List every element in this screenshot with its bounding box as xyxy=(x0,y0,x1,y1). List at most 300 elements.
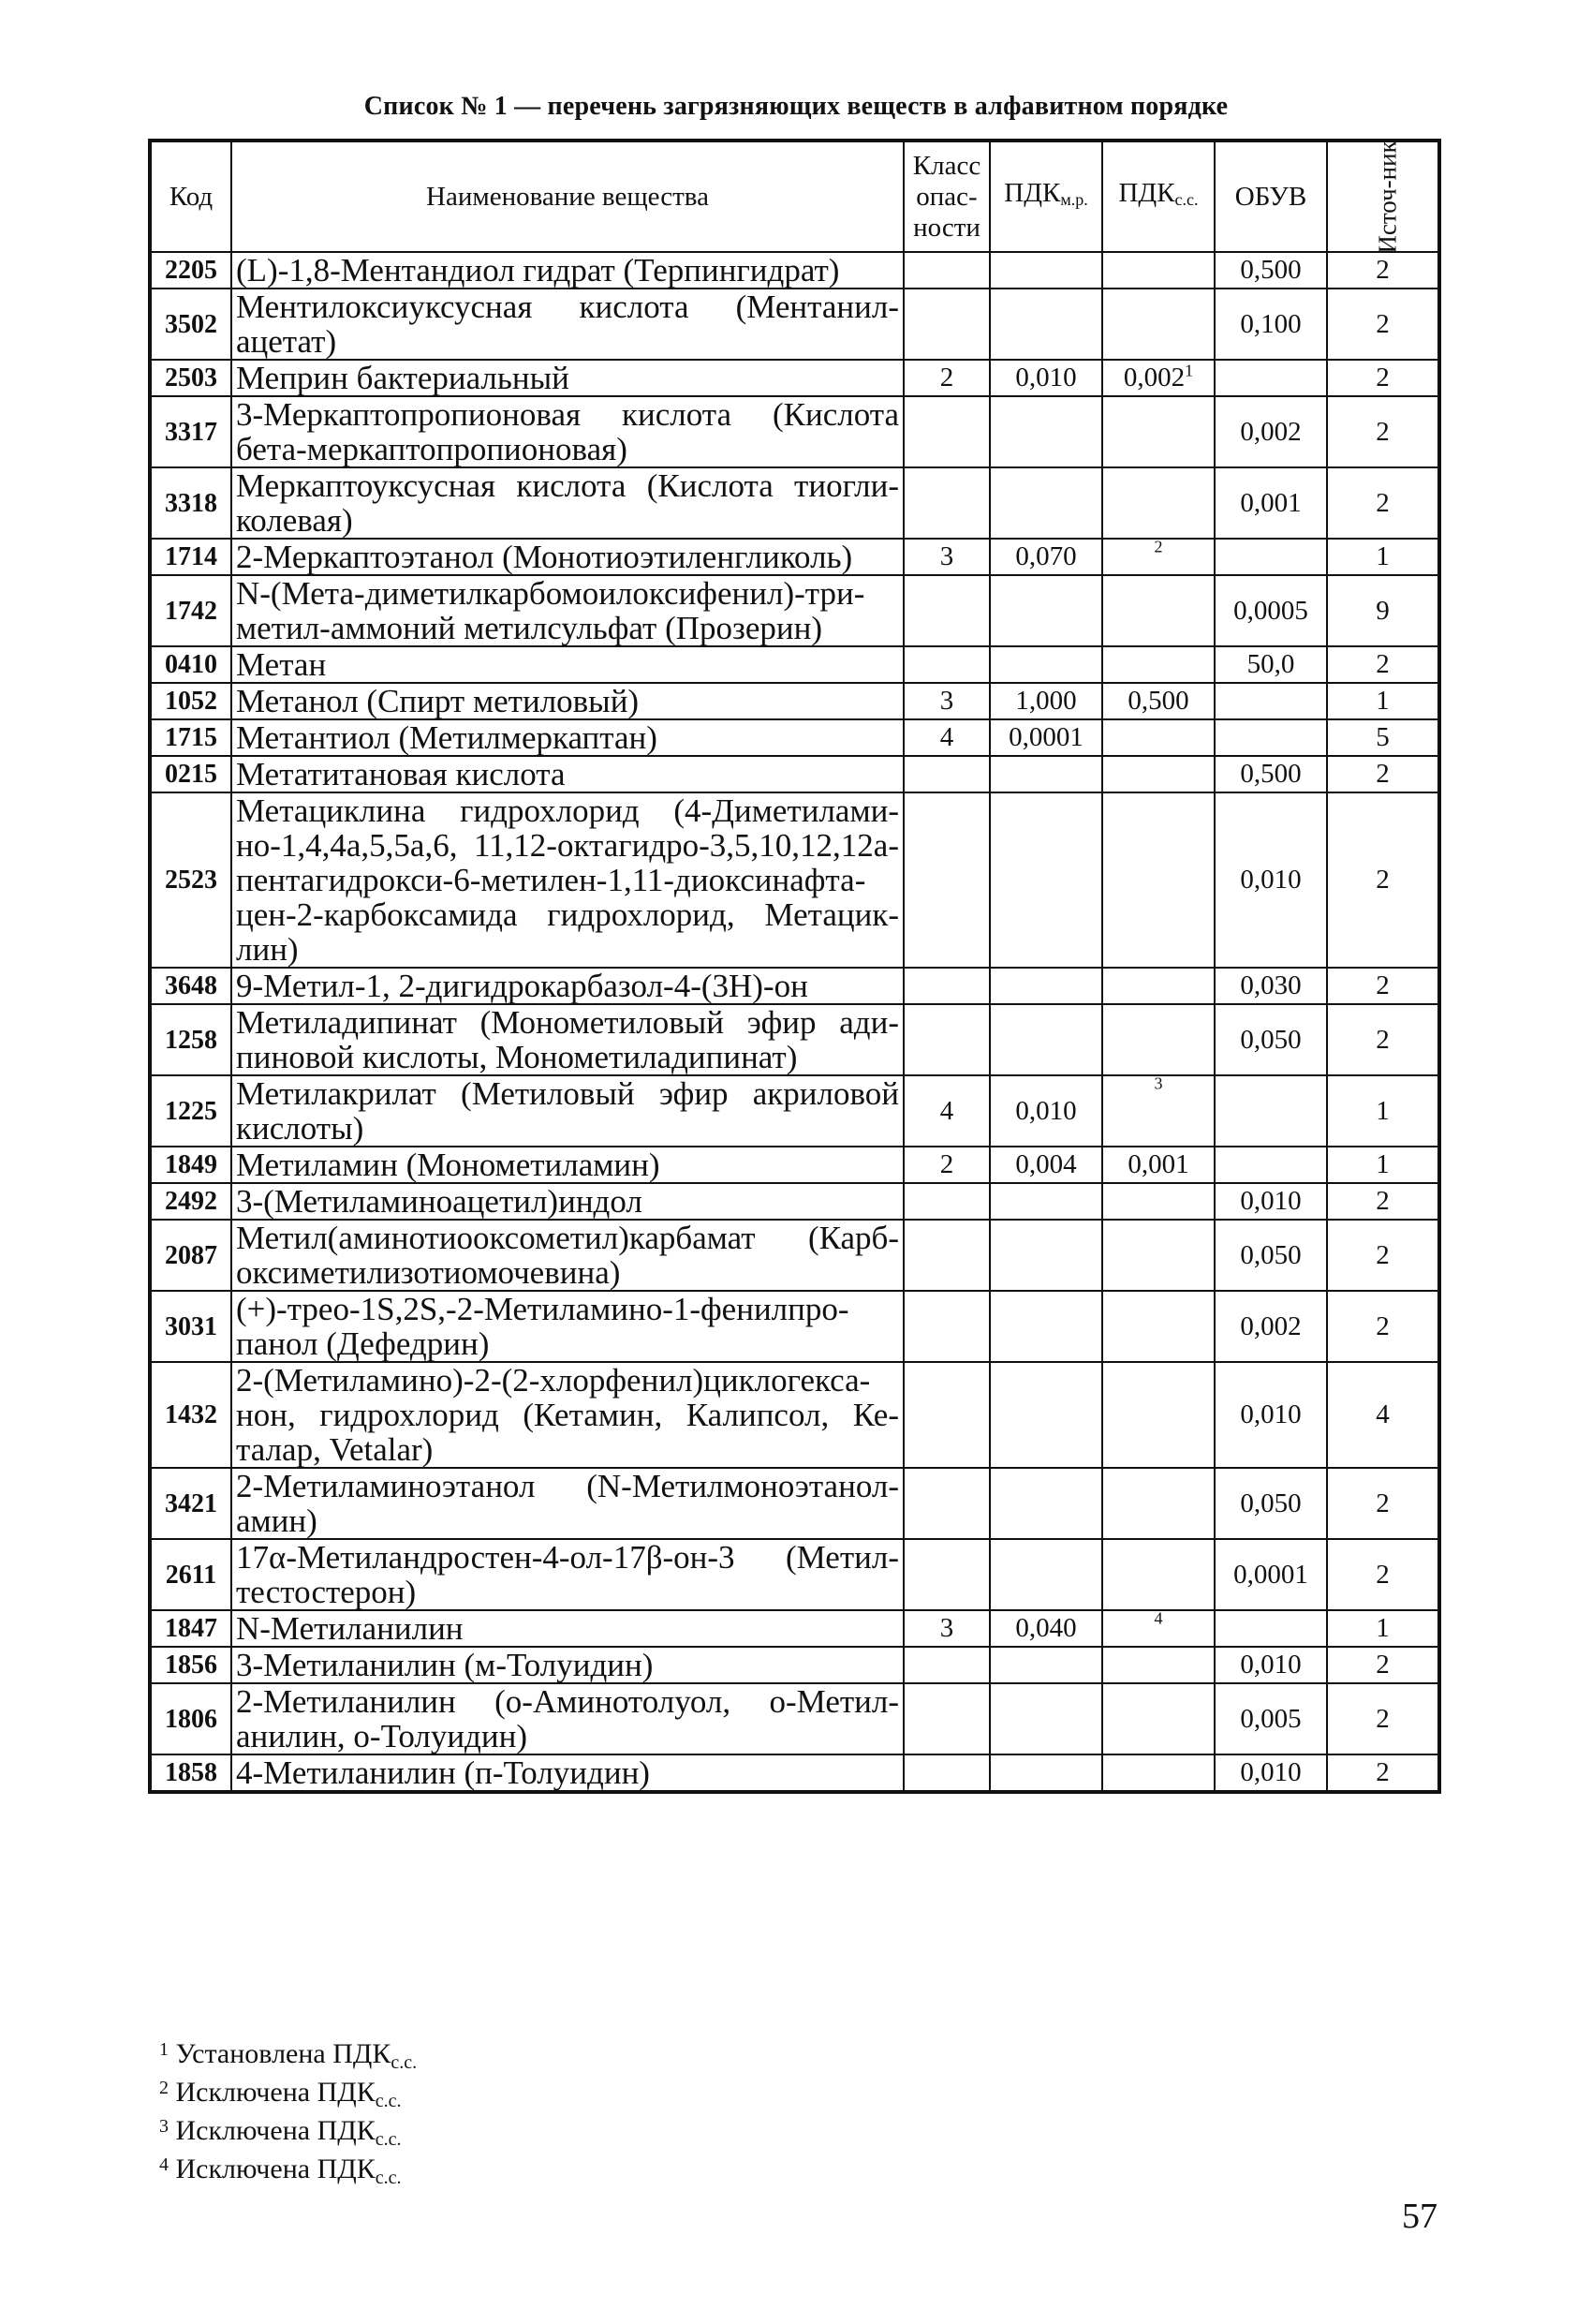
cell-class xyxy=(904,1362,990,1468)
table-row xyxy=(150,719,1439,756)
cell-pdk-ss xyxy=(1102,646,1215,683)
cell-name xyxy=(231,646,904,683)
cell-code-text: 1258 xyxy=(165,1025,217,1055)
cell-pdk-ss xyxy=(1102,539,1215,575)
cell-obuv xyxy=(1215,719,1327,756)
cell-obuv xyxy=(1215,1539,1327,1610)
cell-source xyxy=(1327,360,1439,396)
cell-name-text: Метатитановая кислота xyxy=(236,756,566,792)
page-number: 57 xyxy=(1402,2197,1437,2236)
footnote xyxy=(159,2116,417,2154)
cell-pdk-mr-text: 0,070 xyxy=(1015,541,1077,571)
cell-source xyxy=(1327,1647,1439,1683)
cell-name xyxy=(231,1004,904,1075)
cell-name-text: (+)-трео-1S,2S,-2-Метиламино-1-фенилпро-панол (Дефедрин) xyxy=(236,1291,849,1362)
cell-class-text: 4 xyxy=(939,722,954,752)
cell-code xyxy=(150,683,231,719)
cell-pdk-ss xyxy=(1102,396,1215,467)
cell-class xyxy=(904,792,990,968)
cell-code xyxy=(150,756,231,792)
cell-source-text: 2 xyxy=(1376,865,1390,895)
cell-code xyxy=(150,575,231,646)
cell-pdk-mr xyxy=(990,1647,1102,1683)
cell-pdk-mr xyxy=(990,719,1102,756)
cell-class xyxy=(904,575,990,646)
cell-name xyxy=(231,1539,904,1610)
cell-pdk-mr-text: 0,0001 xyxy=(1009,722,1083,752)
cell-name-text: 3-Метиланилин (м-Толуидин) xyxy=(236,1647,654,1683)
cell-code-text: 1806 xyxy=(165,1704,217,1734)
cell-obuv xyxy=(1215,1075,1327,1147)
cell-obuv-text: 0,010 xyxy=(1240,1399,1302,1429)
header-pdk-ss-sub: с.с. xyxy=(1174,190,1199,209)
cell-obuv-text: 0,010 xyxy=(1240,1186,1302,1216)
footnote-mark: 3 xyxy=(159,2116,169,2137)
cell-name xyxy=(231,719,904,756)
cell-source-text: 2 xyxy=(1376,1559,1390,1590)
cell-code-text: 2087 xyxy=(165,1240,217,1270)
cell-obuv xyxy=(1215,467,1327,539)
cell-pdk-mr xyxy=(990,1754,1102,1792)
table-header-row xyxy=(150,141,1439,252)
cell-pdk-mr xyxy=(990,792,1102,968)
cell-pdk-mr xyxy=(990,360,1102,396)
cell-code xyxy=(150,360,231,396)
table-row xyxy=(150,1610,1439,1647)
cell-name xyxy=(231,968,904,1004)
cell-code xyxy=(150,968,231,1004)
cell-name-text: 2-(Метиламино)-2-(2-хлорфенил)циклогекса-нон, гидрохлорид (Кетамин, Калипсол, Ке-талар, Vetalar) xyxy=(236,1362,899,1468)
cell-pdk-ss xyxy=(1102,1220,1215,1291)
table-row xyxy=(150,1004,1439,1075)
cell-source-text: 2 xyxy=(1376,1650,1390,1680)
cell-class xyxy=(904,1291,990,1362)
cell-pdk-ss xyxy=(1102,1004,1215,1075)
cell-code xyxy=(150,1004,231,1075)
table-body xyxy=(150,252,1439,1792)
cell-class xyxy=(904,467,990,539)
header-pdk-ss-label: ПДК xyxy=(1118,178,1175,208)
cell-name xyxy=(231,1147,904,1183)
cell-name-text: N-(Мета-диметилкарбомоилоксифенил)-три-метил-аммоний метилсульфат (Прозерин) xyxy=(236,575,865,646)
cell-class-text: 4 xyxy=(939,1095,954,1126)
cell-pdk-mr xyxy=(990,575,1102,646)
cell-code xyxy=(150,396,231,467)
cell-name xyxy=(231,1754,904,1792)
cell-pdk-mr xyxy=(990,1183,1102,1220)
cell-class xyxy=(904,289,990,360)
footnote-text: Исключена ПДК xyxy=(175,2154,376,2184)
cell-pdk-mr xyxy=(990,252,1102,289)
footnote-ref: 2 xyxy=(1154,537,1163,556)
footnote-sub: с.с. xyxy=(391,2052,418,2073)
cell-class xyxy=(904,756,990,792)
table-row xyxy=(150,792,1439,968)
cell-code-text: 3502 xyxy=(165,309,217,339)
cell-class xyxy=(904,646,990,683)
cell-source-text: 4 xyxy=(1376,1399,1390,1429)
cell-obuv-text: 0,002 xyxy=(1240,416,1302,447)
cell-source-text: 1 xyxy=(1376,1613,1390,1643)
footnote-text: Исключена ПДК xyxy=(175,2115,376,2146)
cell-code xyxy=(150,1362,231,1468)
cell-pdk-ss xyxy=(1102,1683,1215,1754)
cell-source-text: 2 xyxy=(1376,1310,1390,1341)
cell-pdk-ss xyxy=(1102,1362,1215,1468)
cell-code-text: 1849 xyxy=(165,1150,217,1179)
cell-source xyxy=(1327,467,1439,539)
table-row xyxy=(150,1220,1439,1291)
cell-source xyxy=(1327,968,1439,1004)
cell-source-text: 1 xyxy=(1376,686,1390,716)
cell-pdk-ss xyxy=(1102,1468,1215,1539)
cell-obuv xyxy=(1215,1468,1327,1539)
cell-pdk-mr xyxy=(990,756,1102,792)
cell-code-text: 2611 xyxy=(165,1560,217,1590)
cell-source-text: 2 xyxy=(1376,487,1390,518)
cell-class xyxy=(904,252,990,289)
table-row xyxy=(150,1647,1439,1683)
cell-source-text: 2 xyxy=(1376,1239,1390,1270)
cell-class xyxy=(904,1004,990,1075)
cell-class xyxy=(904,396,990,467)
cell-source-text: 2 xyxy=(1376,970,1390,1000)
cell-source xyxy=(1327,719,1439,756)
cell-source xyxy=(1327,289,1439,360)
cell-source-text: 2 xyxy=(1376,1703,1390,1734)
cell-obuv-text: 0,010 xyxy=(1240,1757,1302,1787)
footnote-mark: 1 xyxy=(159,2039,169,2060)
cell-obuv xyxy=(1215,1291,1327,1362)
cell-pdk-ss xyxy=(1102,1539,1215,1610)
cell-class xyxy=(904,1220,990,1291)
cell-code-text: 3031 xyxy=(165,1311,217,1341)
cell-obuv-text: 0,030 xyxy=(1240,970,1302,1000)
cell-class xyxy=(904,1610,990,1647)
table-row xyxy=(150,575,1439,646)
cell-name xyxy=(231,1220,904,1291)
cell-source xyxy=(1327,1754,1439,1792)
cell-source xyxy=(1327,683,1439,719)
cell-pdk-ss-text: 0,500 xyxy=(1128,686,1189,716)
cell-code xyxy=(150,792,231,968)
cell-code xyxy=(150,646,231,683)
cell-code xyxy=(150,1183,231,1220)
cell-class-text: 2 xyxy=(939,1149,954,1179)
cell-pdk-ss xyxy=(1102,1647,1215,1683)
cell-source xyxy=(1327,575,1439,646)
cell-name-text: 3-(Метиламиноацетил)индол xyxy=(236,1183,642,1220)
cell-source xyxy=(1327,252,1439,289)
cell-obuv-text: 0,500 xyxy=(1240,255,1302,285)
cell-source xyxy=(1327,1683,1439,1754)
cell-obuv xyxy=(1215,396,1327,467)
cell-code-text: 1225 xyxy=(165,1096,217,1126)
cell-source xyxy=(1327,1220,1439,1291)
cell-obuv xyxy=(1215,683,1327,719)
cell-source-text: 2 xyxy=(1376,1757,1390,1787)
cell-code xyxy=(150,1147,231,1183)
cell-source-text: 2 xyxy=(1376,1488,1390,1518)
cell-name-text: 2-Метиланилин (о-Аминотолуол, о-Метил-анилин, о-Толуидин) xyxy=(236,1683,899,1754)
cell-class-text: 2 xyxy=(939,363,954,392)
cell-source-text: 1 xyxy=(1376,541,1390,571)
cell-name xyxy=(231,1183,904,1220)
cell-pdk-ss xyxy=(1102,1075,1215,1147)
cell-source xyxy=(1327,539,1439,575)
header-obuv: ОБУВ xyxy=(1215,141,1327,252)
cell-name xyxy=(231,396,904,467)
cell-class xyxy=(904,1147,990,1183)
cell-name-text: Метил(аминотиооксометил)карбамат (Карб-оксиметилизотиомочевина) xyxy=(236,1220,899,1291)
cell-name xyxy=(231,756,904,792)
cell-pdk-ss xyxy=(1102,575,1215,646)
cell-class xyxy=(904,683,990,719)
cell-code xyxy=(150,1468,231,1539)
cell-name-text: 3-Меркаптопропионовая кислота (Кислота бета-меркаптопропионовая) xyxy=(236,396,899,467)
cell-class xyxy=(904,968,990,1004)
cell-name-text: (L)-1,8-Ментандиол гидрат (Терпингидрат) xyxy=(236,252,840,289)
table-row xyxy=(150,1147,1439,1183)
footnote xyxy=(159,2078,417,2116)
cell-obuv-text: 0,500 xyxy=(1240,759,1302,789)
cell-pdk-mr xyxy=(990,1468,1102,1539)
cell-name xyxy=(231,1683,904,1754)
cell-code xyxy=(150,1647,231,1683)
cell-source xyxy=(1327,1539,1439,1610)
cell-code-text: 2503 xyxy=(165,363,217,392)
cell-source-text: 5 xyxy=(1376,722,1390,752)
table-row xyxy=(150,1075,1439,1147)
cell-class xyxy=(904,1468,990,1539)
cell-class xyxy=(904,360,990,396)
cell-source xyxy=(1327,396,1439,467)
footnote-ref: 1 xyxy=(1185,361,1194,380)
cell-code xyxy=(150,1610,231,1647)
cell-code-text: 3648 xyxy=(165,971,217,1000)
cell-obuv-text: 50,0 xyxy=(1246,649,1295,679)
cell-pdk-mr xyxy=(990,1539,1102,1610)
cell-pdk-mr-text: 0,010 xyxy=(1015,363,1077,392)
cell-name-text: Метациклина гидрохлорид (4-Диметилами-но-1,4,4а,5,5а,6, 11,12-октагидро-3,5,10,12,12а-пентагидрокси-6-метилен-1,11-диоксинафта-цен-2-карбоксамида гидрохлорид, Метацик-лин) xyxy=(236,792,899,968)
footnote-mark: 4 xyxy=(159,2154,169,2175)
cell-source xyxy=(1327,1610,1439,1647)
cell-obuv-text: 0,050 xyxy=(1240,1024,1302,1055)
cell-pdk-mr xyxy=(990,1362,1102,1468)
cell-code-text: 1714 xyxy=(165,542,217,571)
cell-pdk-ss xyxy=(1102,756,1215,792)
cell-obuv xyxy=(1215,756,1327,792)
cell-name-text: Метантиол (Метилмеркаптан) xyxy=(236,719,657,756)
cell-obuv-text: 0,050 xyxy=(1240,1239,1302,1270)
cell-pdk-mr-text: 0,040 xyxy=(1015,1613,1077,1643)
cell-code xyxy=(150,1539,231,1610)
cell-source xyxy=(1327,1147,1439,1183)
cell-name-text: Метилакрилат (Метиловый эфир акриловой кислоты) xyxy=(236,1075,899,1147)
table-row xyxy=(150,1362,1439,1468)
cell-name-text: 2-Метиламиноэтанол (N-Метилмоноэтанол-амин) xyxy=(236,1468,899,1539)
cell-obuv xyxy=(1215,968,1327,1004)
table-row xyxy=(150,1468,1439,1539)
footnote-mark: 2 xyxy=(159,2078,169,2098)
cell-code-text: 0410 xyxy=(165,650,217,679)
cell-source-text: 2 xyxy=(1376,649,1390,679)
cell-pdk-ss-text: 0,001 xyxy=(1128,1149,1189,1179)
cell-code-text: 1858 xyxy=(165,1758,217,1787)
cell-name xyxy=(231,539,904,575)
table-row xyxy=(150,539,1439,575)
table-row xyxy=(150,968,1439,1004)
header-pdk-mr-label: ПДК xyxy=(1004,178,1061,208)
cell-name-text: Метиламин (Монометиламин) xyxy=(236,1147,660,1183)
cell-code-text: 3421 xyxy=(165,1488,217,1518)
cell-name xyxy=(231,792,904,968)
cell-source-text: 1 xyxy=(1376,1095,1390,1126)
cell-code xyxy=(150,1683,231,1754)
cell-obuv-text: 0,0005 xyxy=(1233,595,1308,626)
cell-class xyxy=(904,539,990,575)
cell-obuv xyxy=(1215,1147,1327,1183)
cell-pdk-mr xyxy=(990,396,1102,467)
footnote-sub: с.с. xyxy=(375,2168,402,2188)
cell-pdk-ss xyxy=(1102,792,1215,968)
table-row xyxy=(150,252,1439,289)
cell-source-text: 2 xyxy=(1376,416,1390,447)
cell-obuv xyxy=(1215,1754,1327,1792)
cell-class xyxy=(904,1075,990,1147)
cell-pdk-ss xyxy=(1102,252,1215,289)
cell-code-text: 3317 xyxy=(165,417,217,447)
table-row xyxy=(150,396,1439,467)
table-row xyxy=(150,1754,1439,1792)
cell-pdk-ss xyxy=(1102,467,1215,539)
cell-code-text: 2205 xyxy=(165,256,217,285)
cell-name-text: 17α-Метиландростен-4-ол-17β-он-3 (Метил-тестостерон) xyxy=(236,1539,899,1610)
cell-name xyxy=(231,1075,904,1147)
footnote-text: Установлена ПДК xyxy=(175,2038,391,2069)
cell-code-text: 1432 xyxy=(165,1400,217,1429)
cell-source xyxy=(1327,1183,1439,1220)
cell-obuv xyxy=(1215,539,1327,575)
cell-class xyxy=(904,1683,990,1754)
cell-name xyxy=(231,683,904,719)
cell-obuv-text: 0,010 xyxy=(1240,865,1302,895)
table-row xyxy=(150,683,1439,719)
cell-code xyxy=(150,252,231,289)
cell-source xyxy=(1327,1004,1439,1075)
cell-pdk-mr xyxy=(990,1683,1102,1754)
cell-pdk-mr xyxy=(990,467,1102,539)
cell-pdk-ss xyxy=(1102,1754,1215,1792)
table-row xyxy=(150,1539,1439,1610)
cell-source xyxy=(1327,1075,1439,1147)
cell-obuv-text: 0,002 xyxy=(1240,1310,1302,1341)
cell-code xyxy=(150,719,231,756)
cell-obuv xyxy=(1215,1004,1327,1075)
table-row xyxy=(150,289,1439,360)
cell-obuv-text: 0,005 xyxy=(1240,1703,1302,1734)
cell-class-text: 3 xyxy=(939,541,954,571)
page-title: Список № 1 — перечень загрязняющих веществ в алфавитном порядке xyxy=(363,92,1229,121)
cell-obuv xyxy=(1215,360,1327,396)
cell-obuv-text: 0,001 xyxy=(1240,487,1302,518)
cell-pdk-mr xyxy=(990,968,1102,1004)
cell-pdk-mr xyxy=(990,646,1102,683)
cell-obuv-text: 0,0001 xyxy=(1233,1559,1308,1590)
table-row xyxy=(150,467,1439,539)
cell-source xyxy=(1327,792,1439,968)
cell-name-text: Ментилоксиуксусная кислота (Ментанил-ацетат) xyxy=(236,289,899,360)
cell-code xyxy=(150,467,231,539)
cell-code xyxy=(150,289,231,360)
cell-source-text: 1 xyxy=(1376,1149,1390,1179)
footnote-sub: с.с. xyxy=(375,2091,402,2111)
cell-name xyxy=(231,1610,904,1647)
table-row xyxy=(150,1291,1439,1362)
cell-source-text: 2 xyxy=(1376,308,1390,339)
cell-obuv xyxy=(1215,252,1327,289)
footnote-sub: с.с. xyxy=(375,2129,402,2150)
cell-pdk-mr-text: 1,000 xyxy=(1015,686,1077,716)
footnote xyxy=(159,2039,417,2078)
cell-class xyxy=(904,1647,990,1683)
cell-pdk-mr-text: 0,010 xyxy=(1015,1095,1077,1126)
cell-source-text: 9 xyxy=(1376,595,1390,626)
cell-name xyxy=(231,1291,904,1362)
cell-source xyxy=(1327,1291,1439,1362)
cell-name xyxy=(231,575,904,646)
cell-pdk-mr xyxy=(990,1220,1102,1291)
header-source xyxy=(1327,141,1439,252)
header-source-label: Источ-ник xyxy=(1373,140,1402,254)
cell-code-text: 2523 xyxy=(165,866,217,895)
header-class: Класс опас-ности xyxy=(904,141,990,252)
cell-code xyxy=(150,539,231,575)
header-code: Код xyxy=(150,141,231,252)
footnotes xyxy=(159,2039,417,2193)
cell-code-text: 1715 xyxy=(165,723,217,752)
header-name: Наименование вещества xyxy=(231,141,904,252)
cell-pdk-ss xyxy=(1102,1610,1215,1647)
cell-name xyxy=(231,360,904,396)
cell-name-text: N-Метиланилин xyxy=(236,1610,464,1647)
cell-pdk-mr xyxy=(990,1147,1102,1183)
cell-pdk-mr xyxy=(990,289,1102,360)
cell-class xyxy=(904,1754,990,1792)
cell-name xyxy=(231,252,904,289)
cell-obuv xyxy=(1215,1683,1327,1754)
cell-pdk-ss xyxy=(1102,719,1215,756)
header-pdk-ss xyxy=(1102,141,1215,252)
cell-obuv-text: 0,010 xyxy=(1240,1650,1302,1680)
cell-pdk-ss xyxy=(1102,1291,1215,1362)
substances-table xyxy=(148,139,1441,1794)
cell-class xyxy=(904,719,990,756)
cell-code-text: 1052 xyxy=(165,687,217,716)
cell-obuv xyxy=(1215,1183,1327,1220)
cell-pdk-mr xyxy=(990,1291,1102,1362)
cell-name-text: Метан xyxy=(236,646,327,683)
cell-class xyxy=(904,1183,990,1220)
table-row xyxy=(150,756,1439,792)
cell-code-text: 1847 xyxy=(165,1614,217,1643)
cell-name-text: 4-Метиланилин (п-Толуидин) xyxy=(236,1754,650,1791)
cell-name-text: 2-Меркаптоэтанол (Монотиоэтиленгликоль) xyxy=(236,539,853,575)
cell-name-text: 9-Метил-1, 2-дигидрокарбазол-4-(3Н)-он xyxy=(236,968,808,1004)
cell-pdk-ss xyxy=(1102,1183,1215,1220)
cell-code-text: 1856 xyxy=(165,1650,217,1680)
cell-obuv xyxy=(1215,792,1327,968)
